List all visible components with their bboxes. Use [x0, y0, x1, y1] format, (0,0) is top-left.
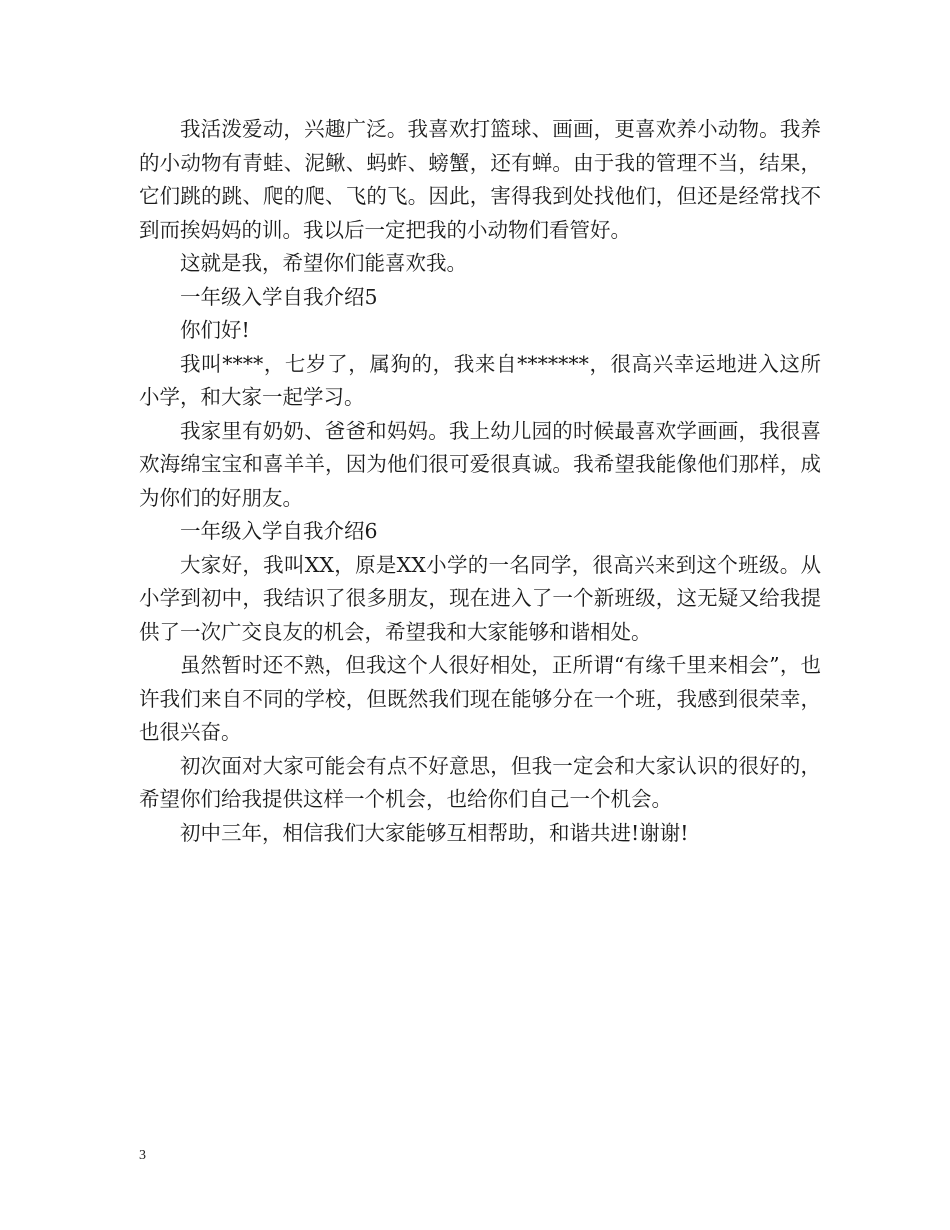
paragraph-greeting: 你们好! [180, 318, 250, 342]
page-number: 3 [139, 1148, 146, 1163]
paragraph-first-meeting: 初次面对大家可能会有点不好意思，但我一定会和大家认识的很好的，希望你们给我提供这样一个机会，也给你们自己一个机会。 [139, 753, 821, 811]
paragraph-new-class: 大家好，我叫XX，原是XX小学的一名同学，很高兴来到这个班级。从小学到初中，我结识了很多朋友，现在进入了一个新班级，这无疑又给我提供了一次广交良友的机会，希望我和大家能够和谐相处。 [139, 552, 821, 644]
paragraph-family: 我家里有奶奶、爸爸和妈妈。我上幼儿园的时候最喜欢学画画，我很喜欢海绵宝宝和喜羊羊，因为他们很可爱很真诚。我希望我能像他们那样，成为你们的好朋友。 [139, 418, 821, 510]
document-body [139, 113, 821, 850]
section-heading-6: 一年级入学自我介绍6 [180, 519, 378, 543]
section-heading-5: 一年级入学自我介绍5 [180, 284, 378, 309]
paragraph-intro-name: 我叫****，七岁了，属狗的，我来自*******，很高兴幸运地进入这所小学，和大家一起学习。 [139, 351, 821, 409]
paragraph-closing-1: 这就是我，希望你们能喜欢我。 [180, 251, 467, 275]
paragraph-hobbies: 我活泼爱动，兴趣广泛。我喜欢打篮球、画画，更喜欢养小动物。我养的小动物有青蛙、泥鳅、蚂蚱、螃蟹，还有蝉。由于我的管理不当，结果，它们跳的跳、爬的爬、飞的飞。因此，害得我到处找他们，但还是经常找不到而挨妈妈的训。我以后一定把我的小动物们看管好。 [139, 117, 821, 242]
paragraph-closing-2: 初中三年，相信我们大家能够互相帮助，和谐共进!谢谢! [180, 820, 689, 845]
paragraph-fate: 虽然暂时还不熟，但我这个人很好相处，正所谓“有缘千里来相会”，也许我们来自不同的学校，但既然我们现在能够分在一个班，我感到很荣幸，也很兴奋。 [139, 653, 821, 744]
